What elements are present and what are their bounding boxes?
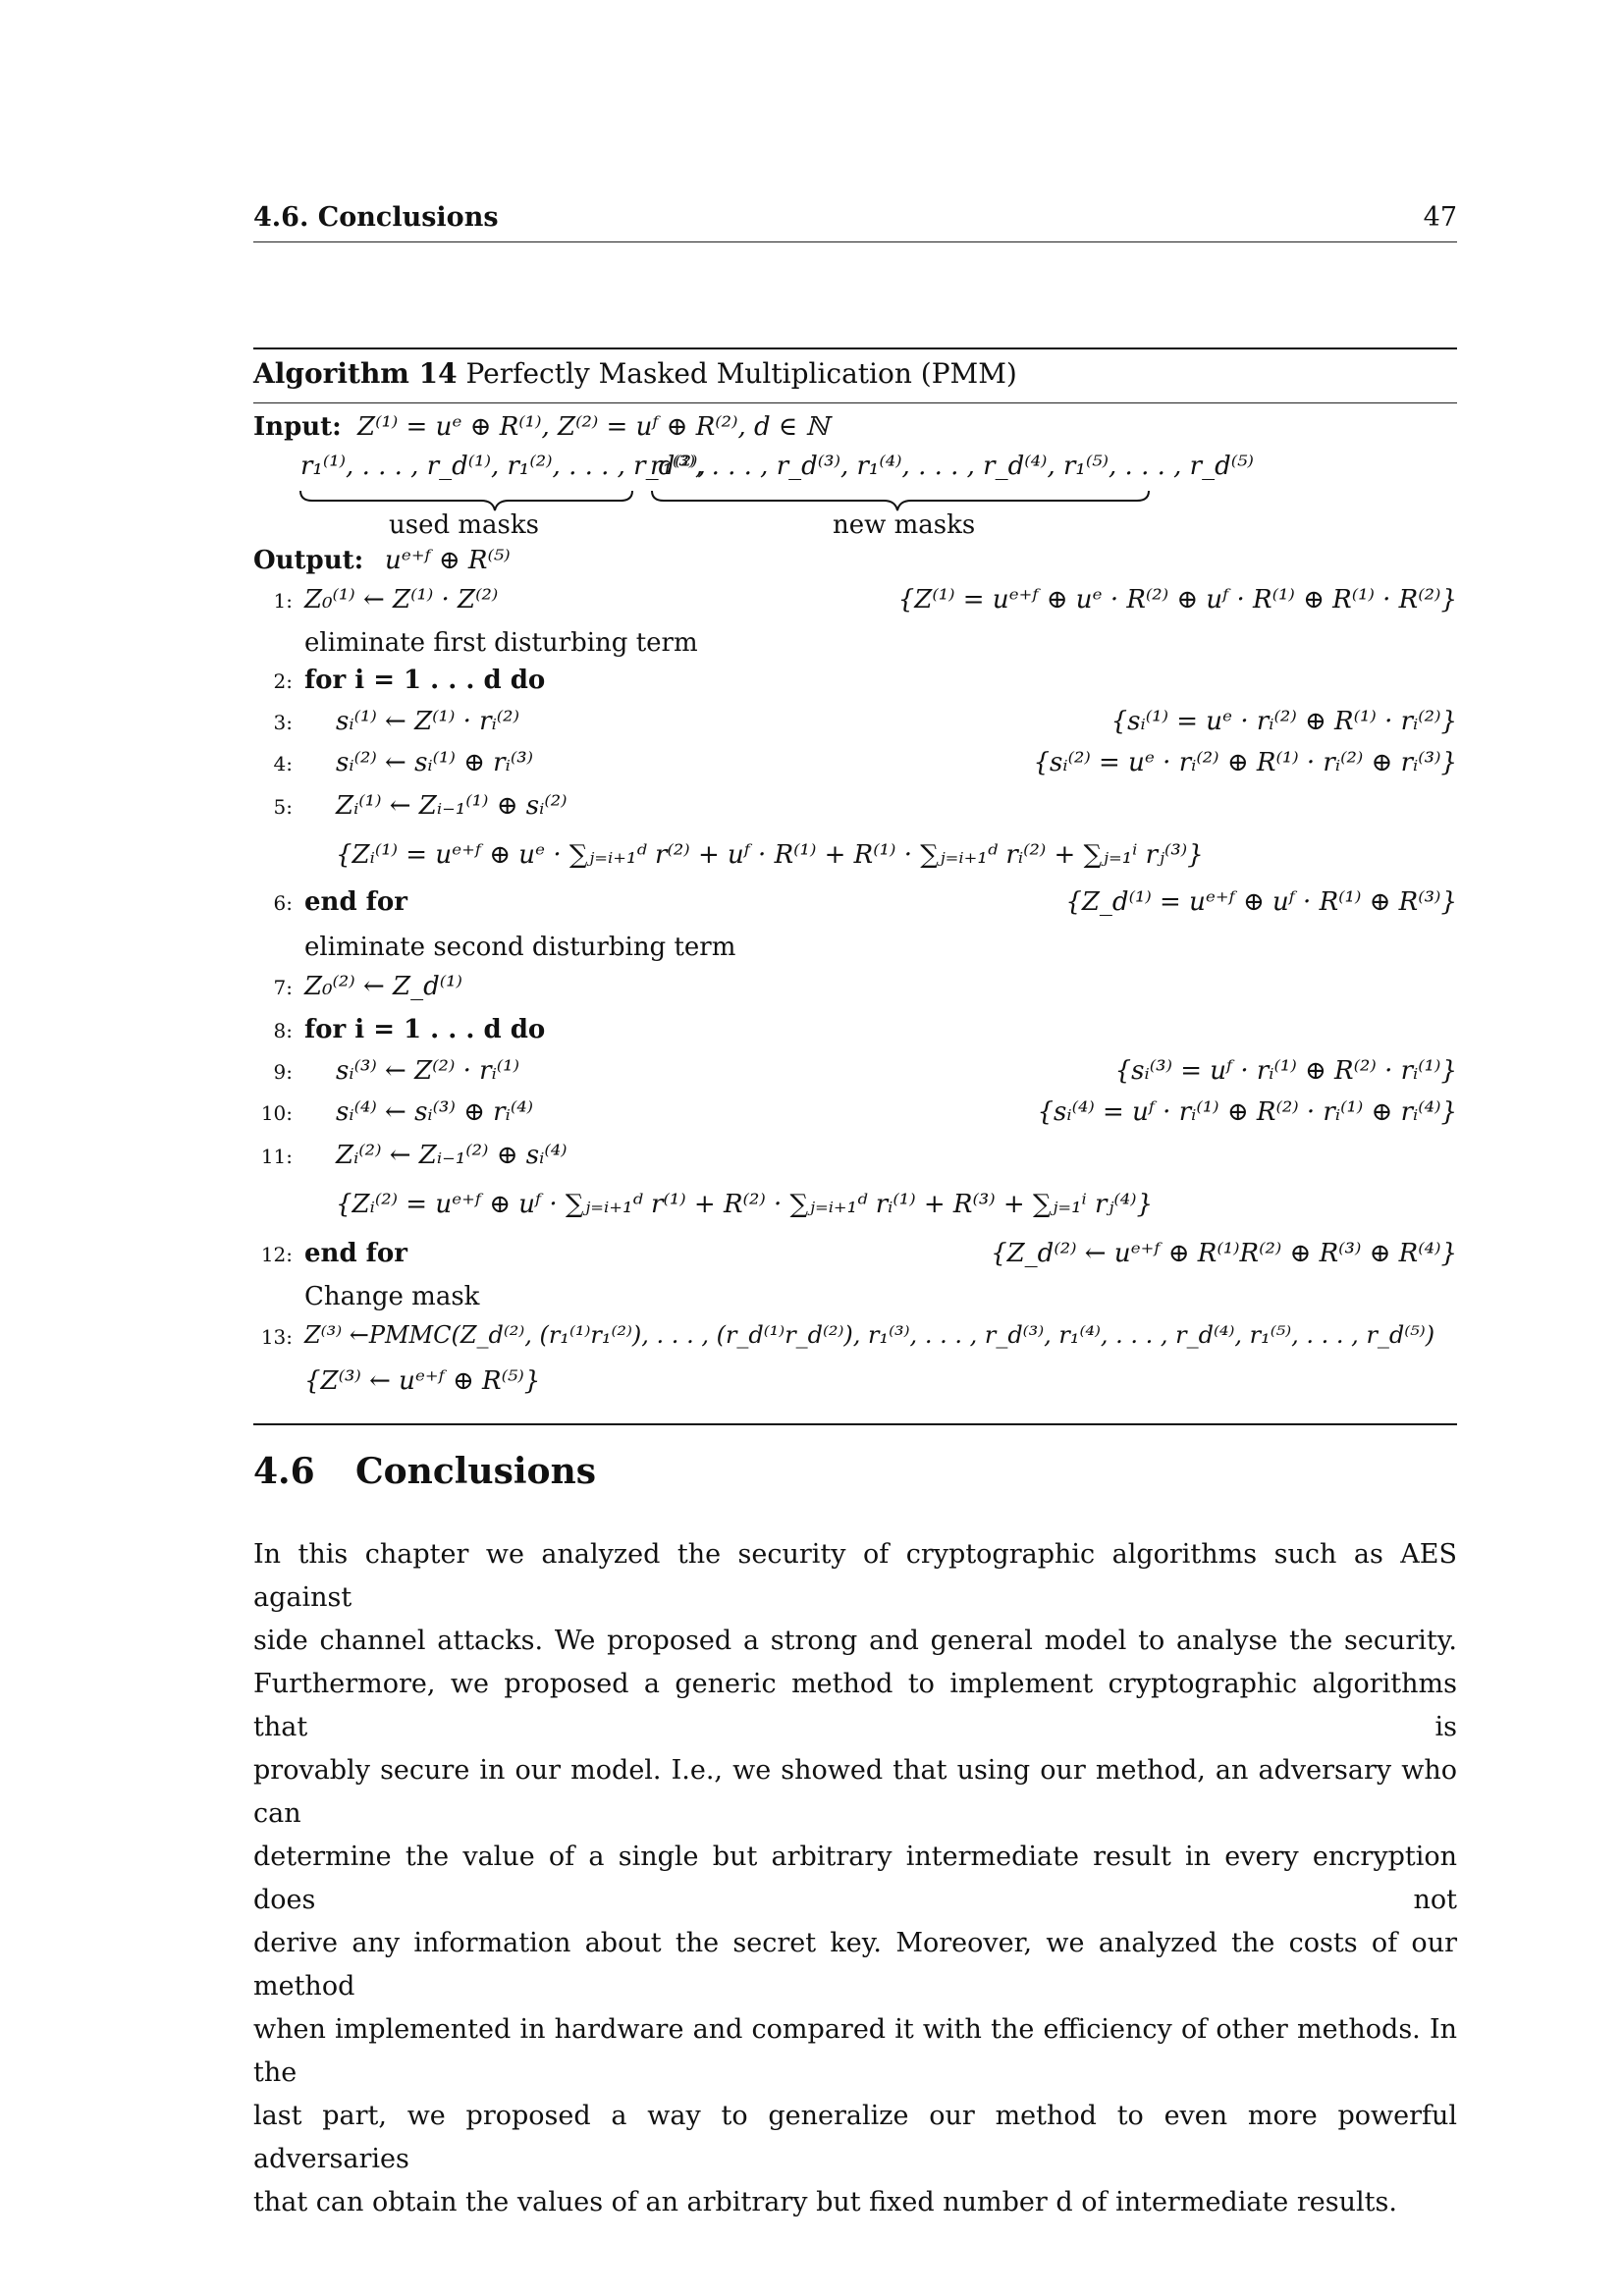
line-comment: {Z⁽¹⁾ = uᵉ⁺ᶠ ⊕ uᵉ · R⁽²⁾ ⊕ uᶠ · R⁽¹⁾ ⊕ R⁽¹⁾ · R⁽²⁾} bbox=[897, 585, 1457, 614]
line-code: Zᵢ⁽¹⁾ ← Zᵢ₋₁⁽¹⁾ ⊕ sᵢ⁽²⁾ bbox=[336, 791, 568, 821]
algo-line bbox=[253, 791, 1457, 828]
used-masks-brace bbox=[300, 491, 632, 510]
line-code: end for bbox=[304, 887, 407, 917]
used-masks-label: used masks bbox=[389, 510, 539, 540]
paragraph-line: Furthermore, we proposed a generic method to implement cryptographic algorithms that is bbox=[253, 1669, 1457, 1742]
line-code: end for bbox=[304, 1239, 407, 1268]
conclusion-paragraph bbox=[253, 1533, 1457, 2224]
line-code: {Z⁽³⁾ ← uᵉ⁺ᶠ ⊕ R⁽⁵⁾} bbox=[304, 1366, 541, 1396]
algorithm-title: Perfectly Masked Multiplication (PMM) bbox=[465, 357, 1017, 390]
algo-line bbox=[253, 1321, 1457, 1359]
algo-line bbox=[253, 1282, 1457, 1319]
line-comment: {Z_d⁽¹⁾ = uᵉ⁺ᶠ ⊕ uᶠ · R⁽¹⁾ ⊕ R⁽³⁾} bbox=[1065, 887, 1457, 917]
line-number: 7: bbox=[273, 976, 293, 999]
line-code: Z₀⁽²⁾ ← Z_d⁽¹⁾ bbox=[304, 972, 462, 1001]
line-code: Z₀⁽¹⁾ ← Z⁽¹⁾ · Z⁽²⁾ bbox=[304, 585, 499, 614]
line-comment: {sᵢ⁽¹⁾ = uᵉ · rᵢ⁽²⁾ ⊕ R⁽¹⁾ · rᵢ⁽²⁾} bbox=[1110, 707, 1457, 736]
new-masks-brace bbox=[652, 491, 1149, 510]
input-expr: Z⁽¹⁾ = uᵉ ⊕ R⁽¹⁾, Z⁽²⁾ = uᶠ ⊕ R⁽²⁾, d ∈ ℕ bbox=[357, 412, 830, 442]
paragraph-line: last part, we proposed a way to generalize our method to even more powerful adversaries bbox=[253, 2101, 1457, 2174]
line-number: 8: bbox=[273, 1019, 293, 1042]
algo-line bbox=[253, 840, 1457, 878]
section-number: 4.6 bbox=[253, 1451, 315, 1492]
line-code: for i = 1 . . . d do bbox=[304, 1015, 546, 1044]
paragraph-line: In this chapter we analyzed the security of cryptographic algorithms such as AES against bbox=[253, 1539, 1457, 1613]
output-line bbox=[253, 546, 1457, 583]
paragraph-line: provably secure in our model. I.e., we showed that using our method, an adversary who can bbox=[253, 1755, 1457, 1829]
line-code: Change mask bbox=[304, 1282, 480, 1311]
brace-labels-line bbox=[253, 510, 1457, 548]
algo-line bbox=[253, 1190, 1457, 1227]
paragraph-line: that can obtain the values of an arbitrary but fixed number d of intermediate results. bbox=[253, 2187, 1397, 2217]
line-code: sᵢ⁽³⁾ ← Z⁽²⁾ · rᵢ⁽¹⁾ bbox=[336, 1056, 519, 1086]
line-code: sᵢ⁽⁴⁾ ← sᵢ⁽³⁾ ⊕ rᵢ⁽⁴⁾ bbox=[336, 1097, 534, 1127]
page-number: 47 bbox=[1423, 202, 1457, 233]
line-code: Zᵢ⁽²⁾ ← Zᵢ₋₁⁽²⁾ ⊕ sᵢ⁽⁴⁾ bbox=[336, 1141, 568, 1170]
line-code: sᵢ⁽²⁾ ← sᵢ⁽¹⁾ ⊕ rᵢ⁽³⁾ bbox=[336, 748, 534, 777]
line-number: 1: bbox=[273, 589, 293, 613]
line-number: 6: bbox=[273, 891, 293, 915]
line-number: 5: bbox=[273, 795, 293, 819]
paragraph-line: side channel attacks. We proposed a strong and general model to analyse the security. bbox=[253, 1626, 1457, 1656]
line-number: 11: bbox=[260, 1145, 293, 1168]
line-code: Z⁽³⁾ ←PMMC(Z_d⁽²⁾, (r₁⁽¹⁾r₁⁽²⁾), . . . , (r_d⁽¹⁾r_d⁽²⁾), r₁⁽³⁾, . . . , r_d⁽³⁾, r₁⁽⁴⁾, . . . , r_d⁽⁴⁾, r₁⁽⁵⁾, . . . , r_d⁽⁵⁾) bbox=[304, 1321, 1435, 1349]
line-number: 12: bbox=[260, 1243, 293, 1266]
section-title: Conclusions bbox=[355, 1451, 597, 1492]
line-number: 13: bbox=[260, 1325, 293, 1349]
line-number: 3: bbox=[273, 711, 293, 734]
algo-line bbox=[253, 628, 1457, 666]
line-number: 2: bbox=[273, 669, 293, 693]
line-code: for i = 1 . . . d do bbox=[304, 666, 546, 695]
paragraph-line: determine the value of a single but arbitrary intermediate result in every encryption does not bbox=[253, 1842, 1457, 1915]
header-section-title: 4.6. Conclusions bbox=[253, 202, 499, 233]
line-comment: {sᵢ⁽⁴⁾ = uᶠ · rᵢ⁽¹⁾ ⊕ R⁽²⁾ · rᵢ⁽¹⁾ ⊕ rᵢ⁽⁴⁾} bbox=[1037, 1097, 1457, 1127]
algo-line bbox=[253, 1239, 1457, 1276]
algo-line bbox=[253, 1097, 1457, 1135]
algo-line bbox=[253, 707, 1457, 744]
algorithm-label: Algorithm 14 bbox=[253, 357, 458, 390]
output-expr: uᵉ⁺ᶠ ⊕ R⁽⁵⁾ bbox=[385, 546, 511, 575]
input-label: Input: bbox=[253, 412, 342, 442]
algo-line bbox=[253, 666, 1457, 703]
new-masks-label: new masks bbox=[833, 510, 976, 540]
paragraph-line: when implemented in hardware and compared it with the efficiency of other methods. In the bbox=[253, 2014, 1457, 2088]
line-comment: {Z_d⁽²⁾ ← uᵉ⁺ᶠ ⊕ R⁽¹⁾R⁽²⁾ ⊕ R⁽³⁾ ⊕ R⁽⁴⁾} bbox=[991, 1239, 1457, 1268]
section-heading bbox=[253, 1451, 596, 1492]
line-number: 9: bbox=[273, 1060, 293, 1084]
algo-line bbox=[253, 972, 1457, 1009]
caption-rule bbox=[253, 402, 1457, 403]
algo-line bbox=[253, 585, 1457, 622]
line-comment: {sᵢ⁽²⁾ = uᵉ · rᵢ⁽²⁾ ⊕ R⁽¹⁾ · rᵢ⁽²⁾ ⊕ rᵢ⁽³⁾} bbox=[1033, 748, 1457, 777]
paragraph-line: derive any information about the secret key. Moreover, we analyzed the costs of our method bbox=[253, 1928, 1457, 2002]
algo-line bbox=[253, 933, 1457, 970]
algo-line bbox=[253, 1366, 1457, 1404]
new-masks-expr: r₁⁽³⁾, . . . , r_d⁽³⁾, r₁⁽⁴⁾, . . . , r_d⁽⁴⁾, r₁⁽⁵⁾, . . . , r_d⁽⁵⁾ bbox=[650, 452, 1254, 481]
input-masks-line bbox=[253, 452, 1457, 489]
output-label: Output: bbox=[253, 546, 364, 575]
line-number: 10: bbox=[260, 1101, 293, 1125]
line-code: sᵢ⁽¹⁾ ← Z⁽¹⁾ · rᵢ⁽²⁾ bbox=[336, 707, 519, 736]
algorithm-caption bbox=[253, 357, 1017, 390]
input-line bbox=[253, 412, 1457, 450]
algorithm-box bbox=[253, 347, 1457, 1425]
algo-line bbox=[253, 1056, 1457, 1094]
running-header bbox=[253, 202, 1457, 242]
algo-line bbox=[253, 887, 1457, 925]
page bbox=[253, 0, 1457, 2296]
algo-line bbox=[253, 1141, 1457, 1178]
line-code: {Zᵢ⁽²⁾ = uᵉ⁺ᶠ ⊕ uᶠ · ∑ⱼ₌ᵢ₊₁ᵈ r⁽¹⁾ + R⁽²⁾ · ∑ⱼ₌ᵢ₊₁ᵈ rᵢ⁽¹⁾ + R⁽³⁾ + ∑ⱼ₌₁ⁱ rⱼ⁽⁴⁾} bbox=[336, 1190, 1154, 1219]
algo-line bbox=[253, 1015, 1457, 1052]
line-comment: {sᵢ⁽³⁾ = uᶠ · rᵢ⁽¹⁾ ⊕ R⁽²⁾ · rᵢ⁽¹⁾} bbox=[1114, 1056, 1457, 1086]
line-code: eliminate first disturbing term bbox=[304, 628, 698, 658]
line-number: 4: bbox=[273, 752, 293, 775]
line-code: eliminate second disturbing term bbox=[304, 933, 736, 962]
used-masks-expr: r₁⁽¹⁾, . . . , r_d⁽¹⁾, r₁⁽²⁾, . . . , r_d⁽²⁾, bbox=[300, 452, 706, 481]
line-code: {Zᵢ⁽¹⁾ = uᵉ⁺ᶠ ⊕ uᵉ · ∑ⱼ₌ᵢ₊₁ᵈ r⁽²⁾ + uᶠ · R⁽¹⁾ + R⁽¹⁾ · ∑ⱼ₌ᵢ₊₁ᵈ rᵢ⁽²⁾ + ∑ⱼ₌₁ⁱ rⱼ⁽³⁾} bbox=[336, 840, 1204, 870]
algo-line bbox=[253, 748, 1457, 785]
